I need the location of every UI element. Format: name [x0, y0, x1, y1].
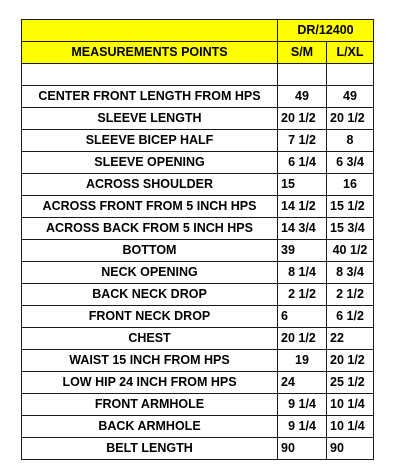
value-sm: 20 1/2: [278, 328, 327, 350]
measurement-label: BACK ARMHOLE: [22, 416, 278, 438]
value-sm: 90: [278, 438, 327, 460]
value-lxl: 49: [327, 86, 374, 108]
measurement-label: ACROSS SHOULDER: [22, 174, 278, 196]
value-lxl: 22: [327, 328, 374, 350]
value-lxl: 25 1/2: [327, 372, 374, 394]
value-lxl: 20 1/2: [327, 108, 374, 130]
table-row: [22, 328, 374, 350]
measurement-label: WAIST 15 INCH FROM HPS: [22, 350, 278, 372]
value-sm: 8 1/4: [278, 262, 327, 284]
table-row: [22, 174, 374, 196]
measurement-label: NECK OPENING: [22, 262, 278, 284]
measurement-label: SLEEVE LENGTH: [22, 108, 278, 130]
measurements-table: [21, 19, 374, 460]
spacer-cell: [327, 64, 374, 86]
value-sm: 15: [278, 174, 327, 196]
measurement-label: CENTER FRONT LENGTH FROM HPS: [22, 86, 278, 108]
value-sm: 39: [278, 240, 327, 262]
table-row: [22, 196, 374, 218]
measurement-label: ACROSS BACK FROM 5 INCH HPS: [22, 218, 278, 240]
value-sm: 6 1/4: [278, 152, 327, 174]
spacer-row: [22, 64, 374, 86]
header-row-style: [22, 20, 374, 42]
value-lxl: 15 1/2: [327, 196, 374, 218]
table-row: [22, 130, 374, 152]
measurement-label: BELT LENGTH: [22, 438, 278, 460]
spacer-cell: [278, 64, 327, 86]
measurements-points-heading: MEASUREMENTS POINTS: [22, 42, 278, 64]
measurement-label: SLEEVE BICEP HALF: [22, 130, 278, 152]
measurement-label: BACK NECK DROP: [22, 284, 278, 306]
measurement-label: FRONT NECK DROP: [22, 306, 278, 328]
value-sm: 24: [278, 372, 327, 394]
value-sm: 9 1/4: [278, 416, 327, 438]
size-column-lxl: L/XL: [327, 42, 374, 64]
value-lxl: 6 1/2: [327, 306, 374, 328]
table-row: [22, 86, 374, 108]
table-row: [22, 218, 374, 240]
value-lxl: 6 3/4: [327, 152, 374, 174]
value-lxl: 90: [327, 438, 374, 460]
value-sm: 7 1/2: [278, 130, 327, 152]
value-sm: 19: [278, 350, 327, 372]
value-sm: 14 1/2: [278, 196, 327, 218]
value-lxl: 2 1/2: [327, 284, 374, 306]
header-blank-cell: [22, 20, 278, 42]
table-row: [22, 438, 374, 460]
value-sm: 49: [278, 86, 327, 108]
table-row: [22, 372, 374, 394]
size-column-sm: S/M: [278, 42, 327, 64]
value-sm: 20 1/2: [278, 108, 327, 130]
table-row: [22, 306, 374, 328]
measurement-label: ACROSS FRONT FROM 5 INCH HPS: [22, 196, 278, 218]
spec-sheet: [21, 19, 374, 460]
value-sm: 9 1/4: [278, 394, 327, 416]
measurement-label: BOTTOM: [22, 240, 278, 262]
value-lxl: 40 1/2: [327, 240, 374, 262]
table-row: [22, 284, 374, 306]
table-row: [22, 394, 374, 416]
measurement-label: CHEST: [22, 328, 278, 350]
value-sm: 2 1/2: [278, 284, 327, 306]
header-row-sizes: [22, 42, 374, 64]
measurement-label: SLEEVE OPENING: [22, 152, 278, 174]
value-lxl: 20 1/2: [327, 350, 374, 372]
table-row: [22, 416, 374, 438]
value-lxl: 8: [327, 130, 374, 152]
value-lxl: 8 3/4: [327, 262, 374, 284]
measurement-label: LOW HIP 24 INCH FROM HPS: [22, 372, 278, 394]
table-row: [22, 240, 374, 262]
measurements-table-body: [22, 20, 374, 460]
value-lxl: 10 1/4: [327, 416, 374, 438]
value-lxl: 16: [327, 174, 374, 196]
value-lxl: 10 1/4: [327, 394, 374, 416]
table-row: [22, 262, 374, 284]
measurement-label: FRONT ARMHOLE: [22, 394, 278, 416]
table-row: [22, 350, 374, 372]
value-sm: 6: [278, 306, 327, 328]
table-row: [22, 152, 374, 174]
spacer-cell: [22, 64, 278, 86]
value-sm: 14 3/4: [278, 218, 327, 240]
table-row: [22, 108, 374, 130]
style-number: DR/12400: [278, 20, 374, 42]
value-lxl: 15 3/4: [327, 218, 374, 240]
